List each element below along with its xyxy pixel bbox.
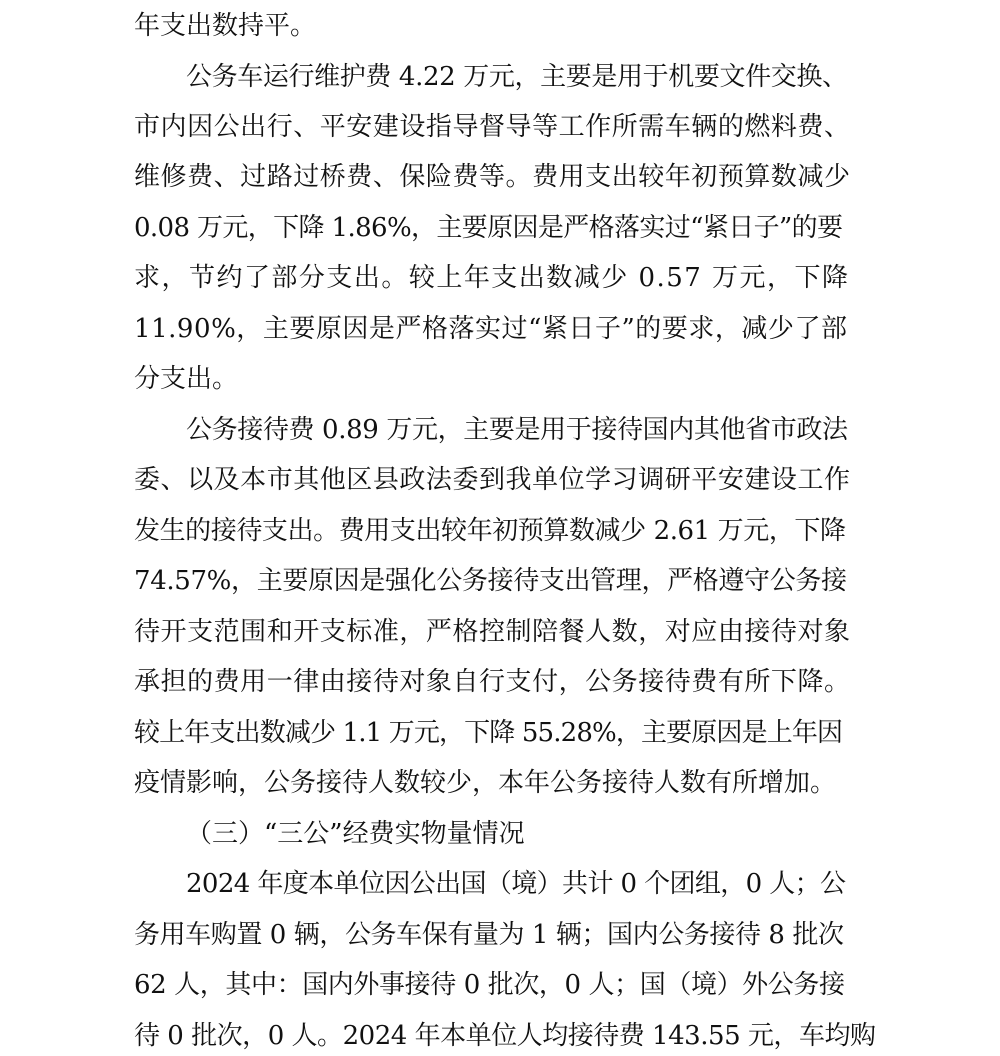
text-line: 待开支范围和开支标准，严格控制陪餐人数，对应由接待对象 [134, 617, 851, 647]
text-line: 承担的费用一律由接待对象自行支付，公务接待费有所下降。 [134, 667, 851, 697]
text-line: 分支出。 [134, 364, 239, 394]
text-line: 待 0 批次，0 人。2024 年本单位人均接待费 143.55 元，车均购 [134, 1021, 876, 1051]
text-line: 求，节约了部分支出。较上年支出数减少 0.57 万元，下降 [134, 263, 850, 293]
text-line: 维修费、过路过桥费、保险费等。费用支出较年初预算数减少 [134, 162, 851, 192]
text-line: 公务车运行维护费 4.22 万元，主要是用于机要文件交换、 [186, 62, 848, 92]
text-line: 年支出数持平。 [134, 11, 317, 41]
text-line: 公务接待费 0.89 万元，主要是用于接待国内其他省市政法 [186, 415, 848, 445]
text-line: 务用车购置 0 辆，公务车保有量为 1 辆；国内公务接待 8 批次 [134, 920, 844, 950]
text-line: 疫情影响，公务接待人数较少，本年公务接待人数有所增加。 [134, 768, 837, 798]
text-line: 0.08 万元，下降 1.86%，主要原因是严格落实过“紧日子”的要 [134, 213, 843, 243]
text-line: 2024 年度本单位因公出国（境）共计 0 个团组，0 人；公 [186, 869, 846, 899]
text-line: 较上年支出数减少 1.1 万元，下降 55.28%，主要原因是上年因 [134, 718, 843, 748]
text-line: 发生的接待支出。费用支出较年初预算数减少 2.61 万元，下降 [134, 516, 846, 546]
text-line: 74.57%，主要原因是强化公务接待支出管理，严格遵守公务接 [134, 566, 847, 596]
text-line: 委、以及本市其他区县政法委到我单位学习调研平安建设工作 [134, 465, 851, 495]
text-line: 62 人，其中：国内外事接待 0 批次，0 人；国（境）外公务接 [134, 970, 845, 1000]
text-line: 11.90%，主要原因是严格落实过“紧日子”的要求，减少了部 [134, 314, 848, 344]
section-heading: （三）“三公”经费实物量情况 [186, 819, 525, 849]
text-line: 市内因公出行、平安建设指导督导等工作所需车辆的燃料费、 [134, 112, 851, 142]
